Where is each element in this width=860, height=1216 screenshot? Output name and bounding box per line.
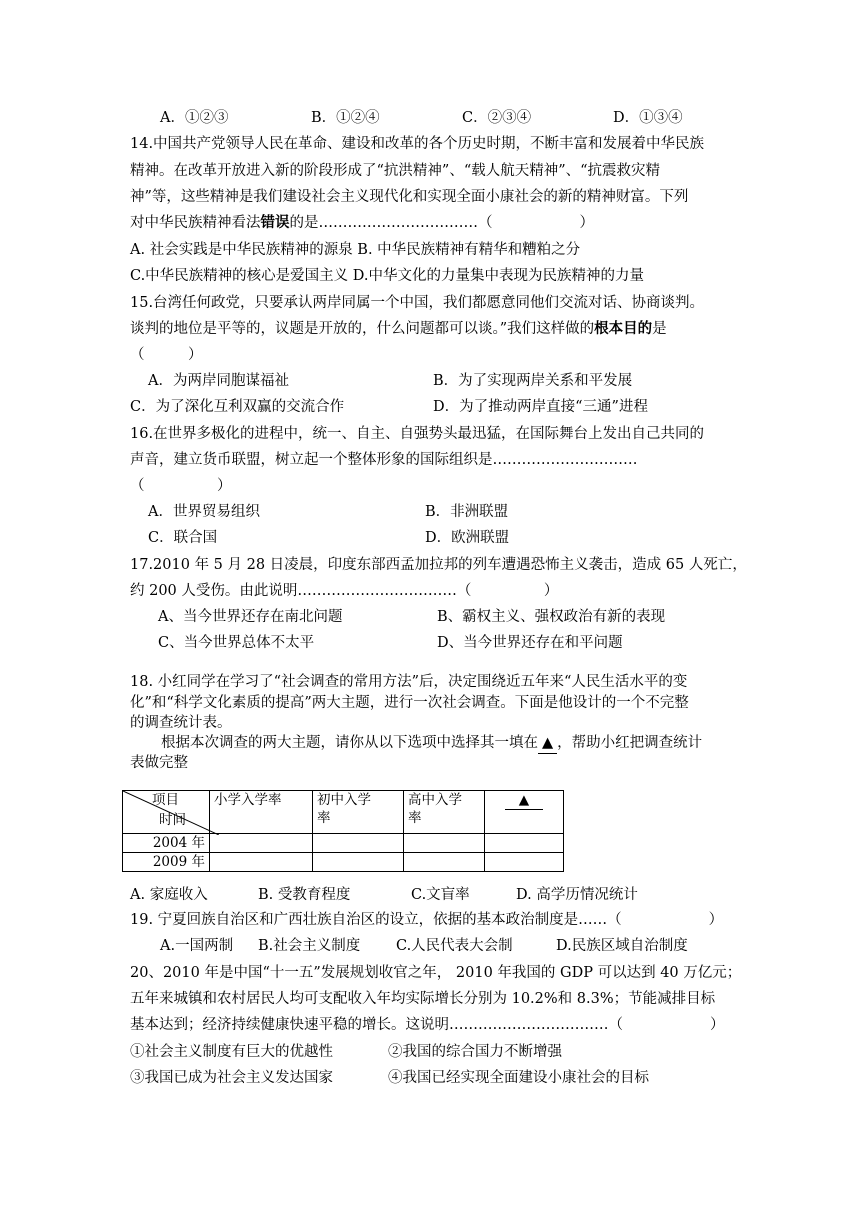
q16-option-c: C．联合国 (148, 530, 218, 546)
q19-option-b: B.社会主义制度 (258, 938, 361, 954)
survey-table (122, 790, 564, 872)
q18-option-c: C.文盲率 (411, 887, 470, 903)
q15-line-2: 谈判的地位是平等的，议题是开放的，什么问题都可以谈。”我们这样做的根本目的是 (130, 320, 667, 337)
table-header-cell: 高中入学 率 (404, 791, 485, 834)
q17-option-b: B、霸权主义、强权政治有新的表现 (437, 609, 666, 625)
q14-line-3: 神”等，这些精神是我们建设社会主义现代化和实现全面小康社会的新的精神财富。下列 (130, 189, 689, 205)
q17-option-d: D、当今世界还存在和平问题 (437, 635, 623, 651)
table-header-cell: 小学入学率 (210, 791, 313, 834)
q18-line-5: 表做完整 (130, 755, 188, 771)
header-time-label: 时间 (159, 812, 186, 828)
q16-option-b: B．非洲联盟 (425, 504, 509, 520)
q20-statement-4: ④我国已经实现全面建设小康社会的目标 (388, 1070, 649, 1086)
q17-option-c: C、当今世界总体不太平 (158, 635, 315, 651)
q20-line-3: 基本达到；经济持续健康快速平稳的增长。这说明……………………………（ ） (130, 1017, 725, 1033)
q18-line-3: 的调查统计表。 (130, 715, 232, 731)
q19-option-c: C.人民代表大会制 (396, 938, 513, 954)
q16-line-1: 16.在世界多极化的进程中，统一、自主、自强势头最迅猛，在国际舞台上发出自己共同的 (130, 426, 705, 442)
q13-option-d: D．①③④ (613, 110, 683, 126)
q18-option-b: B. 受教育程度 (258, 887, 351, 903)
q17-option-a: A、当今世界还存在南北问题 (158, 609, 343, 625)
q16-option-a: A．世界贸易组织 (148, 504, 260, 520)
q19-line-1: 19. 宁夏回族自治区和广西壮族自治区的设立，依据的基本政治制度是……（ ） (130, 912, 724, 928)
triangle-blank: ▲ (538, 733, 557, 754)
q20-statement-2: ②我国的综合国力不断增强 (388, 1044, 562, 1060)
table-header-row (123, 791, 564, 834)
q16-option-d: D．欧洲联盟 (425, 530, 510, 546)
q16-answer-blank: （ ） (130, 478, 232, 494)
diagonal-header-cell (123, 791, 210, 834)
q14-options-cd: C.中华民族精神的核心是爱国主义 D.中华文化的力量集中表现为民族精神的力量 (130, 268, 645, 284)
q18-line-4: 根据本次调查的两大主题，请你从以下选项中选择其一填在 ▲ ，帮助小红把调查统计 (161, 733, 702, 754)
table-row (123, 853, 564, 872)
emphasis-text: 根本目的 (594, 320, 653, 337)
q18-option-d: D. 高学历情况统计 (516, 887, 638, 903)
q20-statement-1: ①社会主义制度有巨大的优越性 (130, 1044, 333, 1060)
q17-line-2: 约 200 人受伤。由此说明……………………………（ ） (130, 583, 559, 599)
q17-line-1: 17.2010 年 5 月 28 日凌晨，印度东部西孟加拉邦的列车遭遇恐怖主义袭击，造成 65 人死亡， (130, 557, 747, 573)
q15-option-a: A．为两岸同胞谋福祉 (148, 373, 289, 389)
emphasis-text: 错误 (260, 214, 290, 231)
q20-statement-3: ③我国已成为社会主义发达国家 (130, 1070, 333, 1086)
q14-line-4: 对中华民族精神看法错误的是……………………………（ ） (130, 214, 594, 231)
q15-option-d: D．为了推动两岸直接“三通”进程 (433, 399, 648, 415)
table-cell-year: 2004 年 (123, 834, 210, 853)
q13-option-b: B．①②④ (311, 110, 380, 126)
q19-option-d: D.民族区域自治制度 (556, 938, 688, 954)
q14-options-ab: A. 社会实践是中华民族精神的源泉 B. 中华民族精神有精华和糟粕之分 (130, 242, 581, 258)
q13-option-c: C．②③④ (462, 110, 532, 126)
q18-option-a: A. 家庭收入 (130, 887, 208, 903)
q20-line-2: 五年来城镇和农村居民人均可支配收入年均实际增长分别为 10.2%和 8.3%；节能减排目标 (130, 991, 716, 1007)
q15-line-1: 15.台湾任何政党，只要承认两岸同属一个中国，我们都愿意同他们交流对话、协商谈判。 (130, 295, 705, 311)
table-header-cell-blank: ▲ (485, 791, 564, 834)
table-cell-year: 2009 年 (123, 853, 210, 872)
q18-line-1: 18. 小红同学在学习了“社会调查的常用方法”后，决定围绕近五年来“人民生活水平的变 (130, 674, 688, 690)
q14-line-1: 14.中国共产党领导人民在革命、建设和改革的各个历史时期，不断丰富和发展着中华民族 (130, 136, 705, 152)
q19-option-a: A.一国两制 (160, 938, 234, 954)
q15-answer-blank: （ ） (130, 347, 203, 363)
q18-line-2: 化”和“科学文化素质的提高”两大主题，进行一次社会调查。下面是他设计的一个不完整 (130, 695, 689, 711)
q14-line-2: 精神。在改革开放进入新的阶段形成了“抗洪精神”、“载人航天精神”、“抗震救灾精 (130, 163, 661, 179)
header-item-label: 项目 (152, 792, 179, 808)
q16-line-2: 声音，建立货币联盟，树立起一个整体形象的国际组织是………………………… (130, 452, 638, 468)
q13-option-a: A．①②③ (160, 110, 229, 126)
table-row (123, 834, 564, 853)
q20-line-1: 20、2010 年是中国“十一五”发展规划收官之年， 2010 年我国的 GDP 可以达到 40 万亿元； (130, 965, 742, 981)
q15-option-b: B．为了实现两岸关系和平发展 (433, 373, 633, 389)
table-header-cell: 初中入学 率 (313, 791, 404, 834)
q15-option-c: C．为了深化互利双赢的交流合作 (130, 399, 345, 415)
